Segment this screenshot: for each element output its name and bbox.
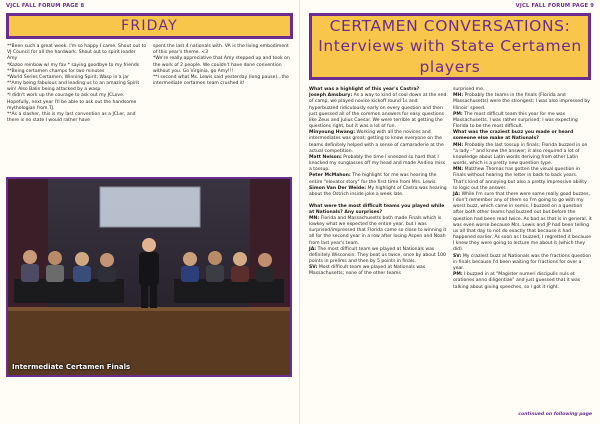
interview-answer: [453, 167, 592, 192]
speaker-name: PM:: [453, 111, 463, 117]
interview-answer: [309, 93, 447, 130]
right-page-label: VJCL FALL FORUM PAGE 9: [515, 3, 594, 9]
answer-text: Florida and Massachusetts both made Finals which is lowkey what we expected the entire year, but I was surprised/impressed that Florida came so close to winning it all for the second year in a row after losing Aspen and Noah from last year's team.: [309, 215, 447, 246]
speaker-name: SV:: [453, 253, 462, 259]
answer-text: The most difficult team we played at Nationals was definitely Wisconsin. They beat us twice, once by about 100 points in prelims and then by 5 points in finals.: [309, 246, 446, 265]
certamen-headline-box: [309, 13, 591, 80]
shoutout-item: **Been such a great week. I'm so happy I came. Shout out to VJ Council for all the hardwork. Shout out to spirit leader Amy: [7, 44, 147, 62]
headline-line-1: CERTAMEN CONVERSATIONS:: [329, 16, 571, 35]
speaker-name: MH:: [453, 93, 464, 99]
certamen-finals-photo: [6, 177, 292, 377]
shoutout-item: **Amy being fabulous and leading us to an amazing Spirit win! Also Balin being attacked by a wasp: [7, 81, 140, 93]
interview-answer: [309, 265, 447, 277]
interview-answer: [453, 143, 592, 168]
interview-answer: [309, 130, 447, 155]
left-page-label: VJCL FALL FORUM PAGE 8: [6, 3, 85, 9]
interview-answer: [309, 247, 447, 266]
answer-text: Probably the last tossup in finals; Florida buzzed in on "a lady –" and knew the answer; it also required a lot of knowledge about Latin words deriving from other Latin words, which is a pretty new question type.: [453, 142, 588, 167]
friday-headline: FRIDAY: [121, 17, 178, 34]
speaker-name: SV:: [309, 265, 318, 271]
shoutout-item: **Being certamen champs for two minutes: [7, 68, 105, 74]
speaker-name: JA:: [453, 191, 461, 197]
question-text: What was the craziest buzz you made or heard someone else make at Nationals?: [453, 130, 574, 142]
interview-question: [453, 130, 592, 142]
answer-text: Probably the teams in the finals (Florida and Massachusetts) were the strongest; I was also impressed by Illinois' speed.: [453, 93, 590, 111]
interview-question: [309, 204, 447, 216]
answer-text: The highlight for me was hearing the entire "elevator story" for the first time from Mrs. Lewis.: [309, 173, 437, 185]
answer-text: Working with all the novices and intermediates was great; getting to know everyone on the teams definitely helped with a sense of camaraderie at the actual competition.: [309, 130, 444, 154]
interview-answer: [453, 93, 592, 112]
interview-answer: [453, 112, 592, 131]
answer-text: My highlight of Castra was hearing about the Ostrich inside joke a week late.: [309, 185, 447, 197]
answer-text: surprised me.: [453, 87, 485, 92]
left-team-table: [14, 279, 124, 303]
interview-answer: [453, 272, 592, 291]
interview-answer: [453, 192, 592, 254]
speaker-name: Matt Nelson:: [309, 154, 342, 160]
certamen-headline: [318, 16, 582, 77]
shoutout-item: *Kazoo reinbow w/ my fav * saying goodbye to my friends: [7, 62, 140, 68]
shoutouts-column-2: [153, 44, 293, 87]
shoutout-item: spent the last 4 nationals with. VA is the living embodiment of this year's theme. <3: [153, 44, 289, 56]
interview-answer: [309, 186, 447, 198]
speaker-name: Simon Van Der Weide:: [309, 185, 367, 191]
speaker-name: Peter McMahon:: [309, 173, 351, 179]
speaker-name: JA:: [309, 246, 317, 252]
moderator-figure: [139, 252, 159, 286]
answer-text: My craziest buzz at Nationals was the fractions question in finals because I'd been waiting for fractions for over a year.: [453, 253, 592, 271]
interview-answer: [309, 155, 447, 174]
shoutout-item: *World Series Certamen; Winning Spirit; Wasp in a jar: [7, 74, 129, 80]
headline-line-2: Interviews with State Certamen: [318, 37, 582, 56]
question-text: What was a highlight of this year's Castra?: [309, 87, 420, 92]
interview-column-2: [453, 87, 592, 291]
projector-screen: [100, 187, 200, 227]
question-text: What were the most difficult teams you played while at Nationals? Any surprises?: [309, 203, 445, 215]
answer-text: The most difficult team this year for me was Massachusetts. I was rather surprised; I was expecting Florida to be the most difficult.: [453, 111, 578, 130]
interview-column-1: [309, 87, 447, 278]
interview-answer: [309, 173, 447, 185]
answer-text: Matthew Thomas has gotten the visual question in Finals without hearing the letter in back to back years. That's kind of annoying but also a pretty impressive ability to logic out the answer.: [453, 167, 587, 191]
interview-answer: [309, 216, 447, 247]
photo-illustration: [8, 179, 290, 375]
answer-text: I buzzed in at "Magister numeri discipulis nuls et orationes anno diligentiae" and just guessed that it was talking about giving speeches, so I got it right.: [453, 272, 581, 290]
answer-text: While I'm sure that there were some really good buzzes, I don't remember any of them so I'm going to go with my worst buzz, which came in semis. I buzzed on a question after both other teams had buzzed out but before the question had been read twice. As bad as that is in general, it was even worse because Mrs. Lewis and JP had been telling us all that day to not do exactly that because it had happened earlier. As soon as I buzzed, I regretted it because I knew they were going to lecture me about it (which they did).: [453, 191, 592, 253]
speaker-name: Joseph Amsbury:: [309, 93, 353, 99]
shoutouts-column-1: [7, 44, 147, 124]
speaker-name: MH:: [453, 142, 464, 148]
friday-headline-box: [6, 13, 293, 39]
photo-caption: Intermediate Certamen Finals: [12, 363, 131, 371]
shoutout-item: *I didn't work up the courage to ask out my JCLove. Hopefully, next year I'll be able to ask out the handsome mythologian from TJ.: [7, 93, 137, 111]
speaker-name: MN:: [453, 167, 464, 173]
answer-text: Probably the time I sneezed so hard that I knocked my sunglasses off my head and made Andino miss a tossup.: [309, 154, 446, 173]
shoutout-item: **As a slasher, this is my last convention as a JCLer, and there is no state I would rather have: [7, 111, 136, 124]
answer-text: As a way to kind of cool down at the end of camp, we played novice kickoff round 1s and hyperbuzzed ridiculously early on every question and then just guessed all of the common answers for easy questions like Zeus and Julius Caesar. We were terrible at getting the questions right, but it was a lot of fun.: [309, 93, 447, 130]
answer-text: Most difficult team we played at Nationals was Massachusetts; none of the other teams: [309, 265, 426, 277]
right-team-table: [174, 279, 284, 303]
continued-note: continued on following page: [518, 412, 592, 417]
interview-answer: [453, 254, 592, 273]
shoutout-item: *We're really appreciative that Amy stepped up and took on the work of 2 people. We couldn't have done convention without you. Go Virginia, go Amy!!!: [153, 56, 290, 74]
speaker-name: Minyoung Hwang:: [309, 130, 356, 136]
speaker-name: PM:: [453, 272, 463, 278]
speaker-name: MN:: [309, 215, 320, 221]
shoutout-item: **I second what Ms. Lewis said yesterday (long pause)...the intermediate certamen team crushed it!: [153, 74, 289, 87]
headline-line-3: players: [419, 57, 481, 76]
right-page: [300, 0, 600, 424]
